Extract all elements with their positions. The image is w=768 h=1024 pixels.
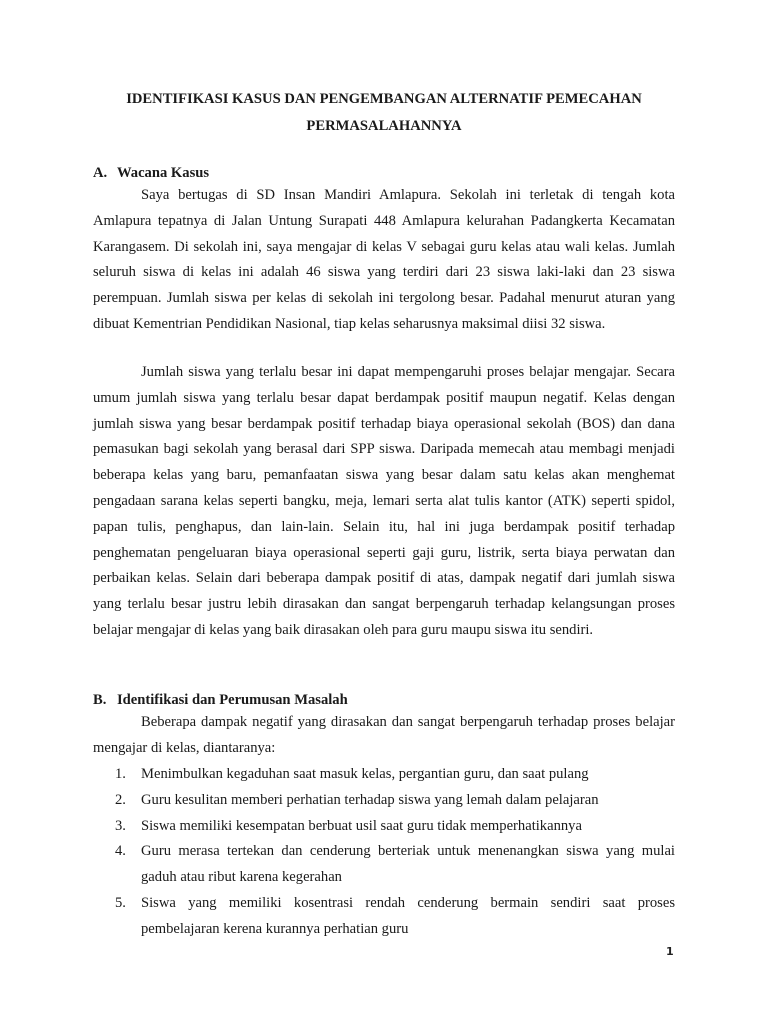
list-item — [93, 839, 675, 891]
list-item-text: Siswa memiliki kesempatan berbuat usil saat guru tidak memperhatikannya — [141, 817, 582, 834]
section-b-intro: Beberapa dampak negatif yang dirasakan dan sangat berpengaruh terhadap proses belajar mengajar di kelas, diantaranya: — [93, 714, 675, 756]
list-item-text: Siswa yang memiliki kosentrasi rendah cenderung bermain sendiri saat proses pembelajaran kerena kurannya perhatian guru — [141, 894, 675, 937]
list-item-number: 2. — [115, 791, 126, 808]
list-item-number: 3. — [115, 817, 126, 834]
list-item — [93, 788, 675, 814]
list-item-text: Guru kesulitan memberi perhatian terhadap siswa yang lemah dalam pelajaran — [141, 791, 599, 808]
list-item-number: 5. — [115, 894, 126, 911]
section-a-paragraph-2: Jumlah siswa yang terlalu besar ini dapat mempengaruhi proses belajar mengajar. Secara umum jumlah siswa yang terlalu besar dapat berdampak positif maupun negatif. Kelas dengan jumlah siswa yang besar berdampak positif terhadap biaya operasional sekolah (BOS) dan dana pemasukan bagi sekolah yang berasal dari SPP siswa. Daripada memecah atau membagi menjadi beberapa kelas yang baru, pemanfaatan siswa yang besar dalam satu kelas akan menghemat pengadaan sarana kelas seperti bangku, meja, lemari serta alat tulis kantor (ATK) seperti spidol, papan tulis, penghapus, dan lain-lain. Selain itu, hal ini juga berdampak positif terhadap penghematan pengeluaran biaya operasional seperti gaji guru, listrik, serta biaya perwatan dan perbaikan kelas. Selain dari beberapa dampak positif di atas, dampak negatif dari jumlah siswa yang terlalu besar justru lebih dirasakan dan sangat berpengaruh terhadap kelangsungan proses belajar mengajar di kelas yang baik dirasakan oleh para guru maupu siswa itu sendiri. — [93, 364, 675, 638]
title-line-1: IDENTIFIKASI KASUS DAN PENGEMBANGAN ALTERNATIF PEMECAHAN — [126, 91, 642, 107]
section-a-letter: A. — [93, 165, 108, 181]
section-a-paragraph-1: Saya bertugas di SD Insan Mandiri Amlapura. Sekolah ini terletak di tengah kota Amlapura tepatnya di Jalan Untung Surapati 448 Amlapura kelurahan Padangkerta Kecamatan Karangasem. Di sekolah ini, saya mengajar di kelas V sebagai guru kelas atau wali kelas. Jumlah seluruh siswa di kelas ini adalah 46 siswa yang terdiri dari 23 siswa laki-laki dan 23 siswa perempuan. Jumlah siswa per kelas di sekolah ini tergolong besar. Padahal menurut aturan yang dibuat Kementrian Pendidikan Nasional, tiap kelas seharusnya maksimal diisi 32 siswa. — [93, 187, 675, 332]
list-item — [93, 814, 675, 840]
title-line-2: PERMASALAHANNYA — [306, 118, 462, 134]
list-item-text: Guru merasa tertekan dan cenderung berteriak untuk menenangkan siswa yang mulai gaduh atau ribut karena kegerahan — [141, 843, 675, 886]
page-number: 1 — [666, 945, 674, 958]
document-title — [93, 87, 675, 139]
list-item — [93, 891, 675, 943]
section-b-title: Identifikasi dan Perumusan Masalah — [117, 692, 348, 708]
list-item-text: Menimbulkan kegaduhan saat masuk kelas, pergantian guru, dan saat pulang — [141, 766, 589, 782]
list-item — [93, 762, 675, 788]
list-item-number: 4. — [115, 843, 126, 860]
section-a-title: Wacana Kasus — [117, 165, 210, 181]
problem-list — [93, 762, 675, 943]
list-item-number: 1. — [115, 766, 126, 782]
section-b-letter: B. — [93, 692, 107, 708]
